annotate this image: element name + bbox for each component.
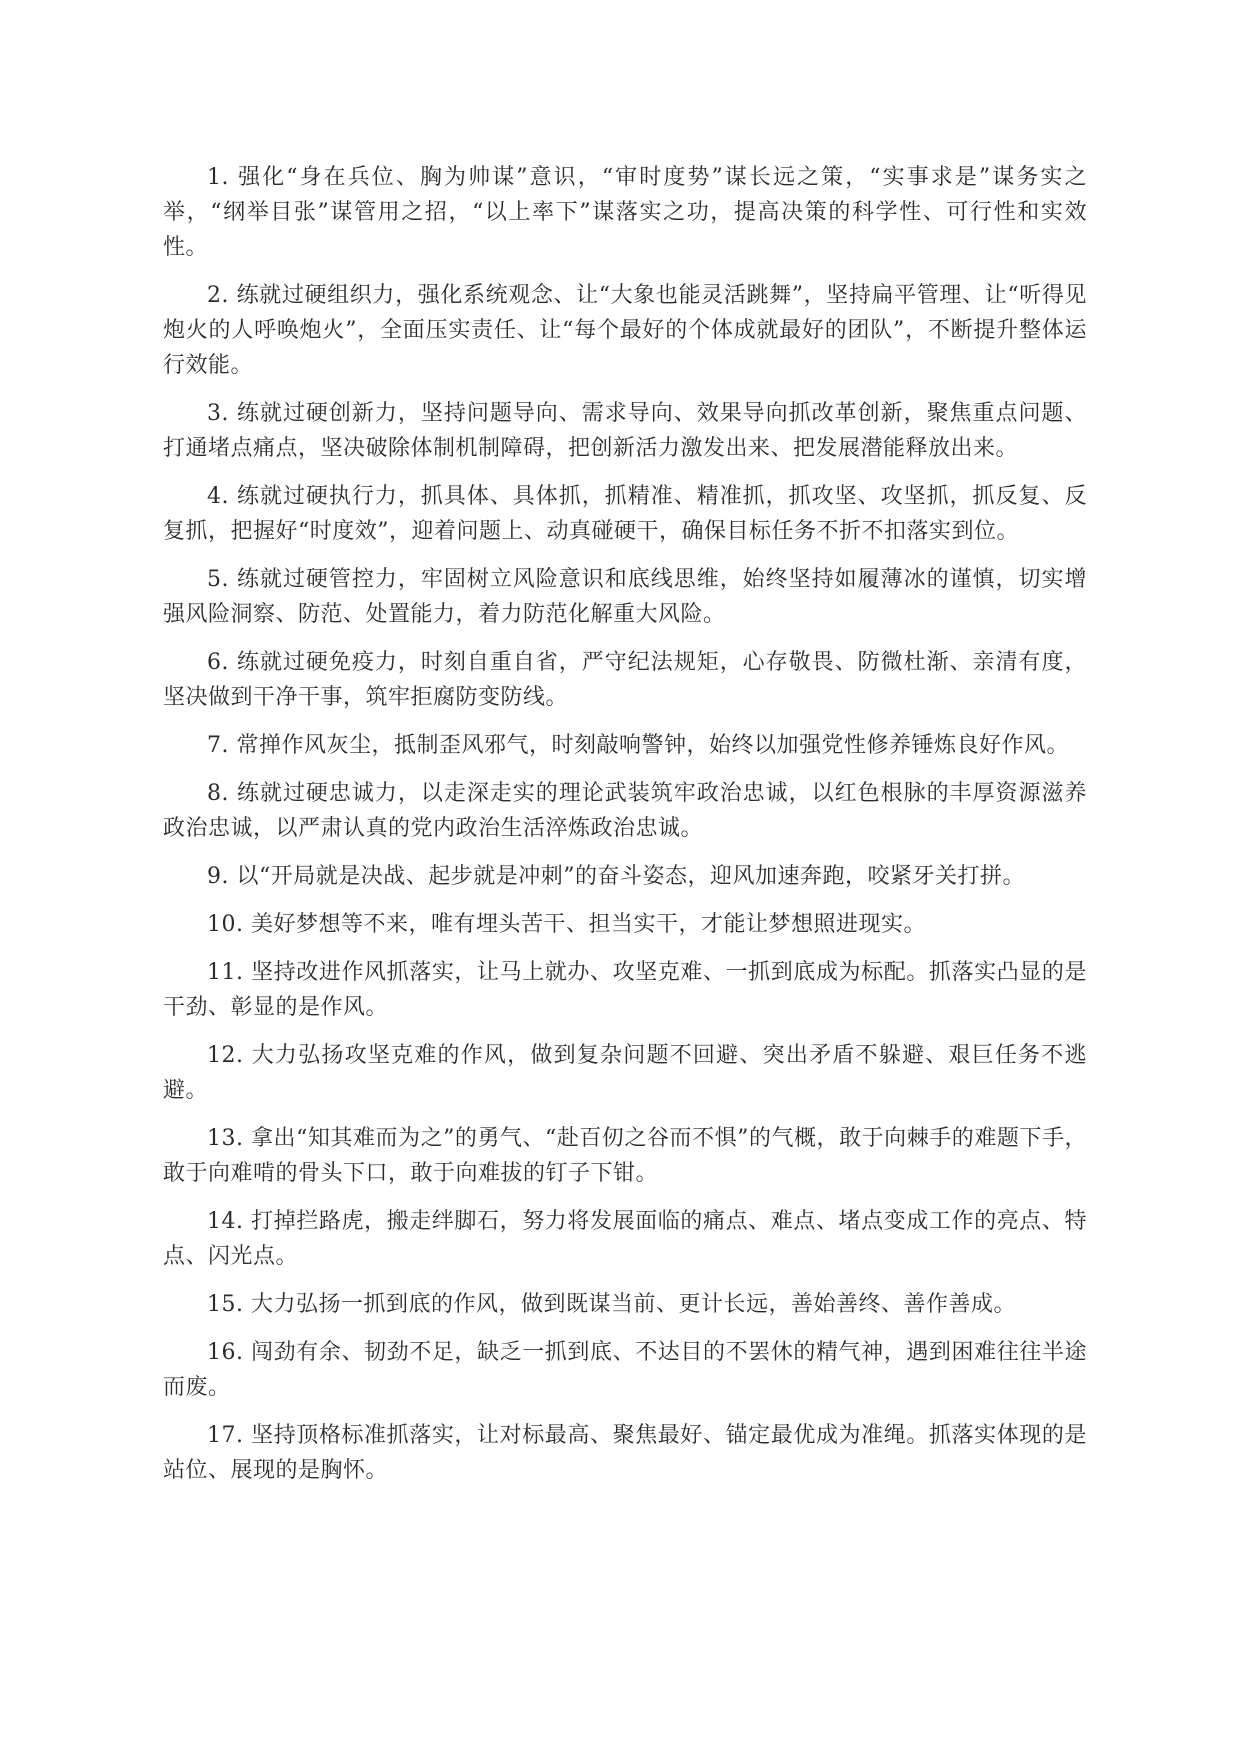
paragraph: 14. 打掉拦路虎，搬走绊脚石，努力将发展面临的痛点、难点、堵点变成工作的亮点、特点、闪光点。 [163,1209,1087,1269]
paragraph: 11. 坚持改进作风抓落实，让马上就办、攻坚克难、一抓到底成为标配。抓落实凸显的是干劲、彰显的是作风。 [163,960,1087,1020]
paragraph: 3. 练就过硬创新力，坚持问题导向、需求导向、效果导向抓改革创新，聚焦重点问题、打通堵点痛点，坚决破除体制机制障碍，把创新活力激发出来、把发展潜能释放出来。 [163,401,1087,461]
paragraph: 10. 美好梦想等不来，唯有埋头苦干、担当实干，才能让梦想照进现实。 [207,912,926,937]
paragraph: 9. 以“开局就是决战、起步就是冲刺”的奋斗姿态，迎风加速奔跑，咬紧牙关打拼。 [207,864,1025,889]
paragraph: 15. 大力弘扬一抓到底的作风，做到既谋当前、更计长远，善始善终、善作善成。 [207,1292,1016,1317]
paragraph: 7. 常掸作风灰尘，抵制歪风邪气，时刻敲响警钟，始终以加强党性修养锤炼良好作风。 [207,733,1069,758]
paragraph: 16. 闯劲有余、韧劲不足，缺乏一抓到底、不达目的不罢休的精气神，遇到困难往往半途而废。 [163,1340,1087,1400]
paragraph: 4. 练就过硬执行力，抓具体、具体抓，抓精准、精准抓，抓攻坚、攻坚抓，抓反复、反复抓，把握好“时度效”，迎着问题上、动真碰硬干，确保目标任务不折不扣落实到位。 [163,484,1087,544]
paragraph: 5. 练就过硬管控力，牢固树立风险意识和底线思维，始终坚持如履薄冰的谨慎，切实增强风险洞察、防范、处置能力，着力防范化解重大风险。 [163,567,1087,627]
document-body [163,160,1087,1501]
paragraph: 2. 练就过硬组织力，强化系统观念、让“大象也能灵活跳舞”，坚持扁平管理、让“听得见炮火的人呼唤炮火”，全面压实责任、让“每个最好的个体成就最好的团队”，不断提升整体运行效能。 [163,283,1087,378]
paragraph: 8. 练就过硬忠诚力，以走深走实的理论武装筑牢政治忠诚，以红色根脉的丰厚资源滋养政治忠诚，以严肃认真的党内政治生活淬炼政治忠诚。 [163,781,1087,841]
paragraph: 17. 坚持顶格标准抓落实，让对标最高、聚焦最好、锚定最优成为准绳。抓落实体现的是站位、展现的是胸怀。 [163,1423,1087,1483]
paragraph: 12. 大力弘扬攻坚克难的作风，做到复杂问题不回避、突出矛盾不躲避、艰巨任务不逃避。 [163,1043,1087,1103]
paragraph: 6. 练就过硬免疫力，时刻自重自省，严守纪法规矩，心存敬畏、防微杜渐、亲清有度，坚决做到干净干事，筑牢拒腐防变防线。 [163,650,1087,710]
paragraph: 13. 拿出“知其难而为之”的勇气、“赴百仞之谷而不惧”的气概，敢于向棘手的难题下手，敢于向难啃的骨头下口，敢于向难拔的钉子下钳。 [163,1126,1087,1186]
paragraph: 1. 强化“身在兵位、胸为帅谋”意识，“审时度势”谋长远之策，“实事求是”谋务实之举，“纲举目张”谋管用之招，“以上率下”谋落实之功，提高决策的科学性、可行性和实效性。 [163,165,1087,260]
